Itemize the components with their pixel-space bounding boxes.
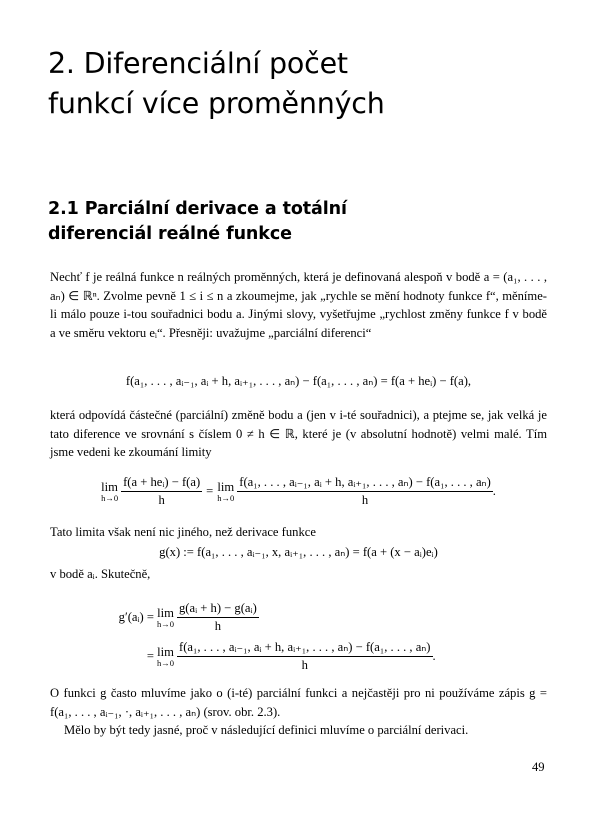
- derivative-fraction-2: [177, 639, 433, 674]
- derivative-fraction-1-numerator: g(aᵢ + h) − g(aᵢ): [177, 600, 259, 618]
- limit-subscript: h→0: [101, 492, 119, 503]
- paragraph-conclusion: Mělo by být tedy jasné, proč v následující definici mluvíme o parciální derivaci.: [64, 723, 469, 737]
- equation-g-definition: g(x) := f(a₁, . . . , aᵢ₋₁, x, aᵢ₊₁, . . . , aₙ) = f(a + (x − aᵢ)eᵢ): [159, 545, 438, 559]
- fraction-right: [237, 474, 493, 509]
- equation-limit: [50, 474, 547, 509]
- fraction-right-numerator: f(a₁, . . . , aᵢ₋₁, aᵢ + h, aᵢ₊₁, . . . , aₙ) − f(a₁, . . . , aₙ): [237, 474, 493, 492]
- derivative-fraction-1-denominator: h: [214, 619, 222, 633]
- chapter-title: [48, 44, 548, 124]
- derivative-period: .: [432, 649, 436, 663]
- limit-operator-2: lim h→0: [217, 479, 235, 503]
- equation-derivative: [102, 600, 436, 674]
- paragraph-indeed: v bodě aᵢ. Skutečně,: [50, 567, 151, 581]
- chapter-title-line2: funkcí více proměnných: [48, 87, 385, 120]
- period: .: [492, 484, 496, 498]
- equation-partial-difference: f(a₁, . . . , aᵢ₋₁, aᵢ + h, aᵢ₊₁, . . . , aₙ) − f(a₁, . . . , aₙ) = f(a + heᵢ) − f(a),: [125, 374, 472, 388]
- section-title-line1: 2.1 Parciální derivace a totální: [48, 199, 347, 219]
- fraction-left: [121, 474, 202, 509]
- section-title-line2: diferenciál reálné funkce: [48, 224, 292, 244]
- fraction-right-denominator: h: [361, 493, 369, 507]
- derivative-fraction-2-denominator: h: [301, 658, 308, 672]
- derivative-limit-subscript-2: h→0: [157, 657, 174, 668]
- chapter-title-line1: 2. Diferenciální počet: [48, 47, 348, 80]
- fraction-left-denominator: h: [158, 493, 165, 507]
- limit-operator: lim h→0: [101, 479, 119, 503]
- derivative-fraction-1: [177, 600, 259, 635]
- derivative-limit-operator: lim h→0: [157, 605, 174, 629]
- derivative-lhs: g′(aᵢ) =: [118, 610, 154, 624]
- paragraph-limit-intro: která odpovídá částečné (parciální) změně bodu a (jen v i-té souřadnici), a ptejme se, jak velká je tato diference ve srovnání s číslem 0 ≠ h ∈ ℝ, které je (v absolutní hodnotě) velmi malé. Tím jsme vedeni ke zkoumání limity: [50, 408, 547, 460]
- paragraph-limit-derivative: Tato limita však není nic jiného, než derivace funkce: [50, 525, 316, 539]
- paragraph-intro: Nechť f je reálná funkce n reálných proměnných, která je definovaná alespoň v bodě a = (a₁, . . . , aₙ) ∈ ℝⁿ. Zvolme pevně 1 ≤ i ≤ n a zkoumejme, jak „rychle se mění hodnoty funkce f“, měníme-li málo pouze i-tou souřadnici bodu a. Jinými slovy, vyšetřujme „rychlost změny funkce f v bodě a ve směru vektoru eᵢ“. Přesněji: uvažujme „parciální diferenci“: [50, 270, 547, 341]
- derivative-equals: =: [146, 649, 154, 663]
- derivative-limit-subscript: h→0: [157, 618, 174, 629]
- derivative-fraction-2-numerator: f(a₁, . . . , aᵢ₋₁, aᵢ + h, aᵢ₊₁, . . . , aₙ) − f(a₁, . . . , aₙ): [177, 639, 433, 657]
- page-number: 49: [532, 760, 545, 774]
- derivative-limit-operator-2: lim h→0: [157, 644, 174, 668]
- paragraph-partial-function: O funkci g často mluvíme jako o (i-té) parciální funkci a nejčastěji pro ni používáme zápis g = f(a₁, . . . , aᵢ₋₁, ·, aᵢ₊₁, . . . , aₙ) (srov. obr. 2.3).: [50, 686, 547, 719]
- limit-subscript-2: h→0: [217, 492, 235, 503]
- equals-sign: =: [206, 484, 214, 498]
- section-title: [48, 197, 548, 247]
- fraction-left-numerator: f(a + heᵢ) − f(a): [121, 474, 202, 492]
